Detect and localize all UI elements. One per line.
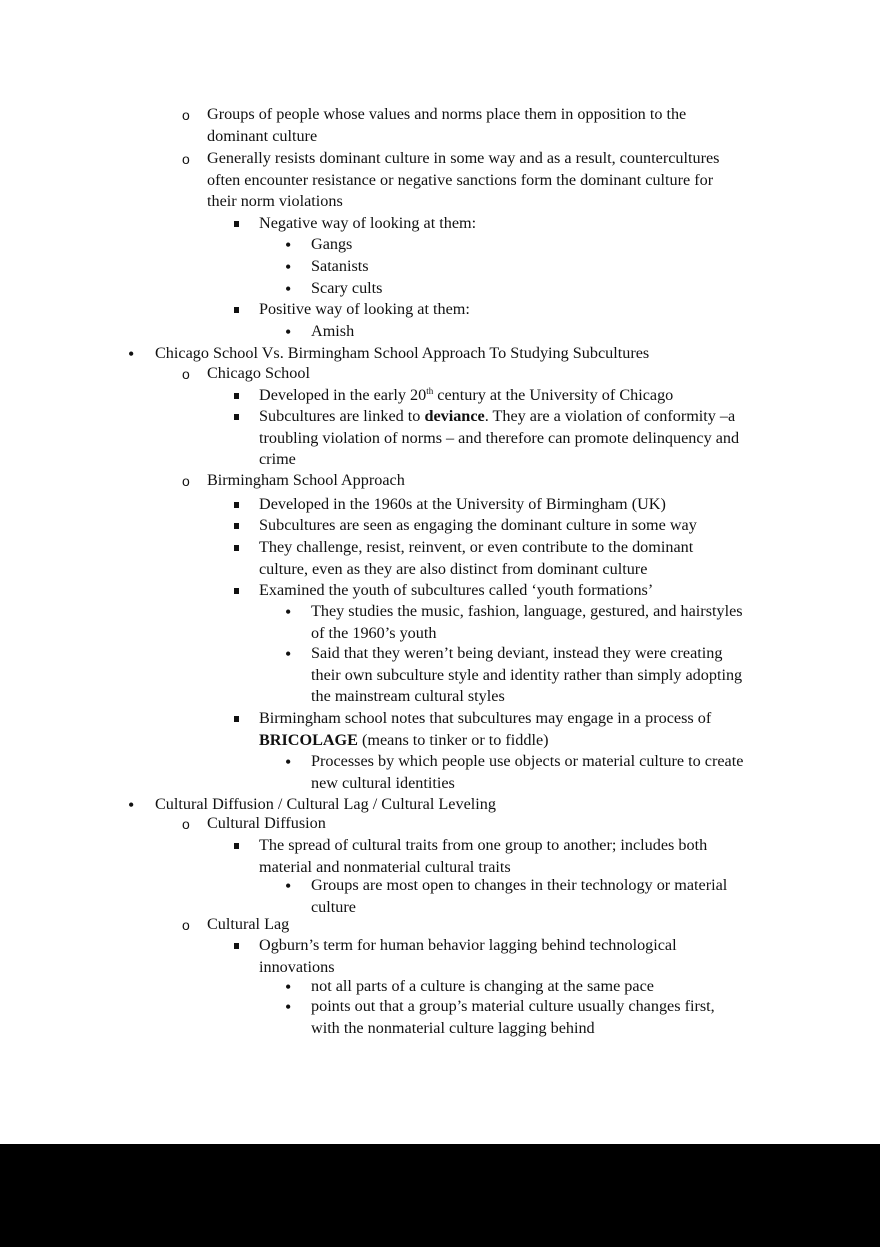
outline-item-level-3-line: Birmingham school notes that subcultures may engage in a process of [259,709,712,727]
circle-bullet-icon [182,105,190,126]
outline-item-level-1-line: Chicago School Vs. Birmingham School Approach To Studying Subcultures [155,344,650,362]
outline-item-level-3-line: Developed in the 1960s at the University of Birmingham (UK) [259,495,666,513]
outline-item-level-2-line: Cultural Diffusion [207,814,326,832]
square-bullet-icon [234,214,239,235]
outline-item-level-4-line: Groups are most open to changes in their technology or material [311,876,728,894]
square-bullet-icon [234,581,239,602]
circle-bullet-icon [182,915,190,936]
disc-bullet-icon [128,344,134,366]
square-bullet-icon [234,538,239,559]
circle-bullet-icon [182,471,190,492]
disc-bullet-icon [285,876,291,898]
outline-item-level-3-line: They challenge, resist, reinvent, or even contribute to the dominant [259,538,694,556]
outline-item-level-4-line: culture [311,897,356,916]
outline-item-level-4-line: points out that a group’s material culture usually changes first, [311,997,715,1015]
square-bullet-icon [234,709,239,730]
outline-item-level-4-line: new cultural identities [311,773,455,792]
disc-bullet-icon [285,279,291,301]
bottom-black-band [0,1144,880,1247]
circle-bullet-icon [182,364,190,385]
outline-item-level-4-line: Said that they weren’t being deviant, instead they were creating [311,644,723,662]
square-bullet-icon [234,836,239,857]
bold-term: deviance [424,407,485,425]
outline-item-level-2-line: Groups of people whose values and norms place them in opposition to the [207,105,687,123]
outline-item-level-3-line: The spread of cultural traits from one group to another; includes both [259,836,708,854]
disc-bullet-icon [285,752,291,774]
outline-item-level-3-line: crime [259,450,296,468]
outline-item-level-3-line: BRICOLAGE (means to tinker or to fiddle) [259,730,549,749]
outline-item-level-2-line: their norm violations [207,192,343,210]
outline-item-level-4-line: the mainstream cultural styles [311,687,505,705]
outline-item-level-3-line: Ogburn’s term for human behavior lagging behind technological [259,936,677,954]
outline-item-level-2-line: Birmingham School Approach [207,471,405,489]
outline-item-level-2-line: often encounter resistance or negative sanctions form the dominant culture for [207,170,714,189]
disc-bullet-icon [285,644,291,666]
bold-term: BRICOLAGE [259,730,358,749]
outline-item-level-3-line: culture, even as they are also distinct from dominant culture [259,559,648,578]
outline-item-level-3-line: material and nonmaterial cultural traits [259,857,511,876]
disc-bullet-icon [285,977,291,999]
outline-item-level-4-line: Scary cults [311,279,383,297]
outline-item-level-3-line: innovations [259,957,335,976]
outline-item-level-2-line: Chicago School [207,364,310,382]
outline-item-level-2-line: Cultural Lag [207,915,290,933]
square-bullet-icon [234,495,239,516]
disc-bullet-icon [285,997,291,1019]
outline-item-level-4-line: not all parts of a culture is changing at the same pace [311,977,654,995]
square-bullet-icon [234,300,239,321]
square-bullet-icon [234,936,239,957]
disc-bullet-icon [285,322,291,344]
outline-item-level-3-line: troubling violation of norms – and therefore can promote delinquency and [259,428,740,447]
outline-item-level-3-line: Developed in the early 20th century at the University of Chicago [259,386,674,404]
outline-item-level-4-line: Processes by which people use objects or material culture to create [311,752,744,770]
outline-item-level-2-line: dominant culture [207,126,318,145]
outline-item-level-4-line: Satanists [311,257,369,275]
outline-item-level-1-line: Cultural Diffusion / Cultural Lag / Cultural Leveling [155,795,496,813]
superscript: th [426,386,434,396]
outline-item-level-2-line: Generally resists dominant culture in some way and as a result, countercultures [207,149,720,167]
disc-bullet-icon [128,795,134,817]
outline-item-level-3-line: Subcultures are linked to deviance. They are a violation of conformity –a [259,407,736,425]
square-bullet-icon [234,407,239,428]
outline-item-level-4-line: their own subculture style and identity rather than simply adopting [311,665,743,684]
square-bullet-icon [234,386,239,407]
disc-bullet-icon [285,602,291,624]
outline-item-level-3-line: Examined the youth of subcultures called ‘youth formations’ [259,581,654,599]
circle-bullet-icon [182,149,190,170]
outline-item-level-4-line: Amish [311,322,355,340]
square-bullet-icon [234,516,239,537]
disc-bullet-icon [285,235,291,257]
outline-item-level-4-line: of the 1960’s youth [311,623,437,642]
disc-bullet-icon [285,257,291,279]
circle-bullet-icon [182,814,190,835]
outline-item-level-4-line: Gangs [311,235,353,253]
outline-item-level-4-line: They studies the music, fashion, language, gestured, and hairstyles [311,602,743,620]
outline-item-level-4-line: with the nonmaterial culture lagging behind [311,1018,595,1037]
outline-item-level-3-line: Subcultures are seen as engaging the dominant culture in some way [259,516,697,534]
outline-item-level-3-line: Positive way of looking at them: [259,300,470,318]
outline-item-level-3-line: Negative way of looking at them: [259,214,477,232]
